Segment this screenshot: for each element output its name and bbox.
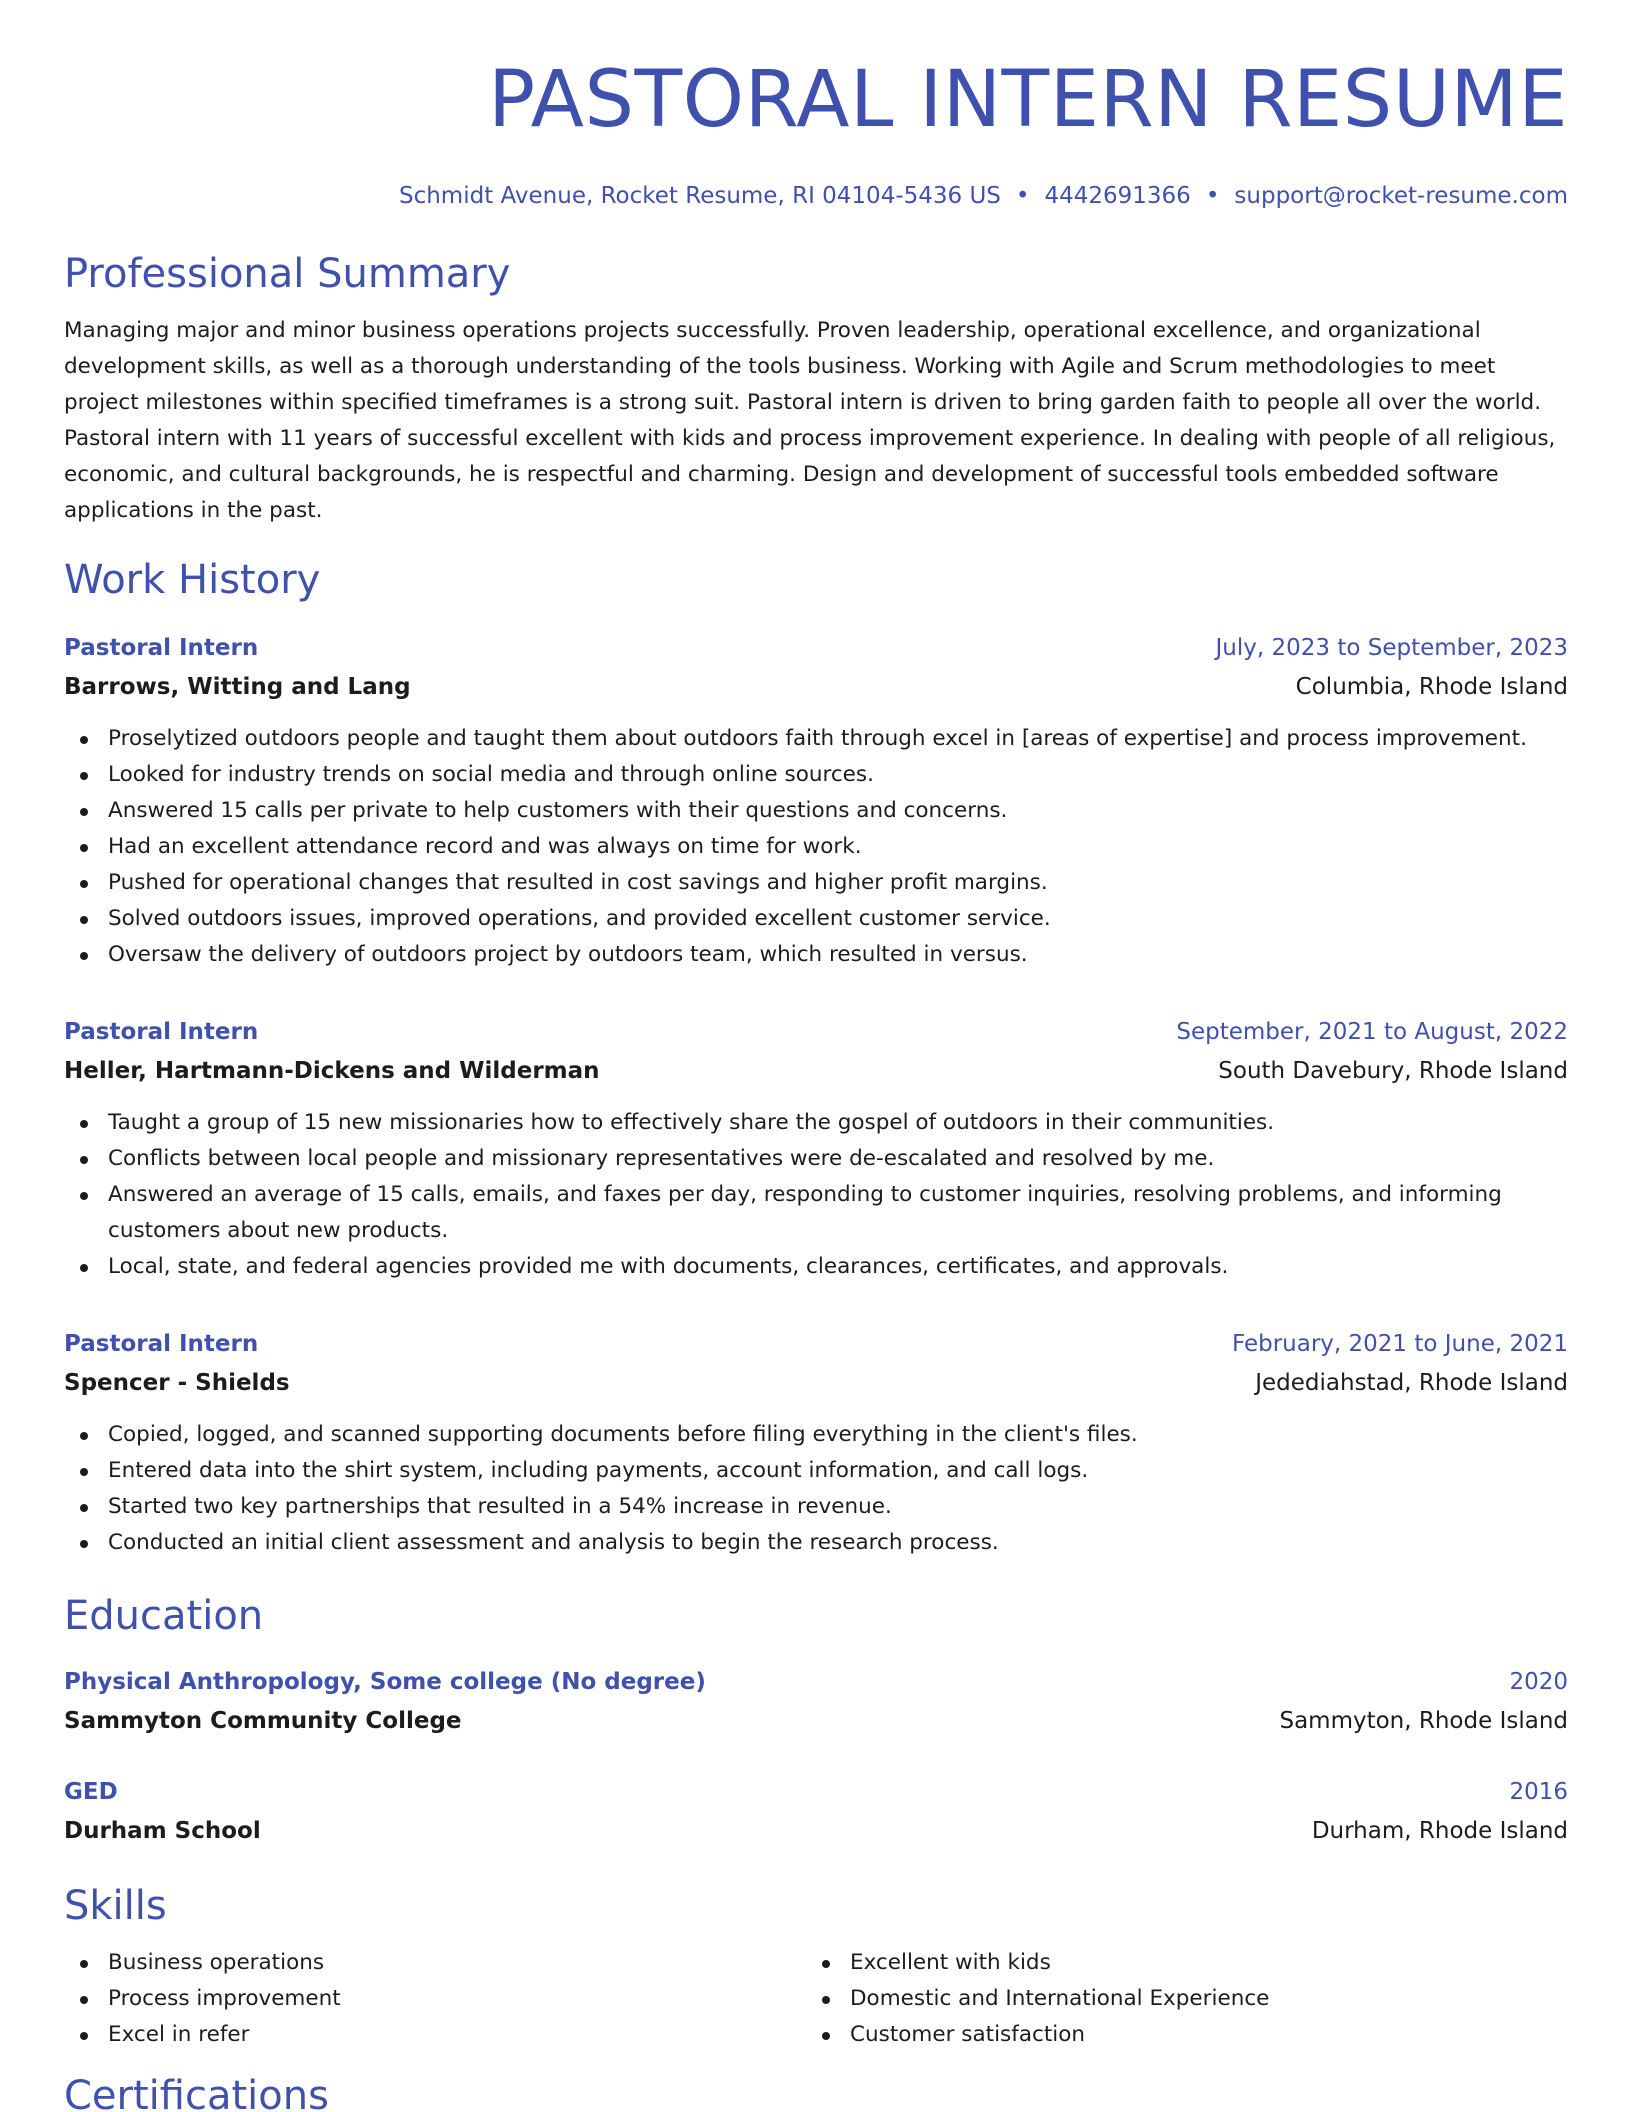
education-heading: Education [64,1593,264,1639]
job-company: Heller, Hartmann-Dickens and Wilderman [64,1058,600,1084]
education-school: Durham School [64,1818,261,1844]
skills-section [64,1881,1568,2053]
job-bullet: Looked for industry trends on social media and through online sources. [64,757,1568,793]
skills-grid [64,1945,1568,2053]
job-dates: February, 2021 to June, 2021 [1231,1331,1568,1357]
summary-text: Managing major and minor business operations projects successfully. Proven leadership, operational excellence, and organizational development skills, as well as a thorough understanding of the tools business. Working with Agile and Scrum methodologies to meet project milestones within specified timeframes is a strong suit. Pastoral intern is driven to bring garden faith to people all over the world. Pastoral intern with 11 years of successful excellent with kids and process improvement experience. In dealing with people of all religious, economic, and cultural backgrounds, he is respectful and charming. Design and development of successful tools embedded software applications in the past. [64,318,1556,523]
job-entry [64,629,1568,973]
work-history-section [64,555,1568,1561]
job-company-row [64,1364,1568,1403]
job-bullet: Solved outdoors issues, improved operations, and provided excellent customer service. [64,901,1568,937]
job-bullet: Local, state, and federal agencies provided me with documents, clearances, certificates, and approvals. [64,1249,1568,1285]
job-list [64,629,1568,1561]
education-degree: GED [64,1779,118,1805]
job-location: Jedediahstad, Rhode Island [1255,1370,1568,1396]
education-location: Sammyton, Rhode Island [1279,1708,1568,1734]
job-company: Spencer - Shields [64,1370,290,1396]
skill-item: Customer satisfaction [806,2017,1548,2053]
contact-address: Schmidt Avenue, Rocket Resume, RI 04104-5436 US [398,183,1001,209]
education-degree-row [64,1663,1568,1702]
job-entry [64,1013,1568,1285]
job-bullets [64,1417,1568,1561]
job-bullet: Had an excellent attendance record and was always on time for work. [64,829,1568,865]
job-bullet: Conducted an initial client assessment and analysis to begin the research process. [64,1525,1568,1561]
education-school-row [64,1702,1568,1741]
contact-phone: 4442691366 [1044,183,1191,209]
skills-column-left [64,1945,806,2053]
education-year: 2016 [1509,1779,1568,1805]
skills-heading: Skills [64,1883,167,1929]
skill-item: Excel in refer [64,2017,806,2053]
job-location: South Davebury, Rhode Island [1218,1058,1568,1084]
skill-item: Process improvement [64,1981,806,2017]
education-degree-row [64,1773,1568,1812]
education-degree: Physical Anthropology, Some college (No degree) [64,1669,706,1695]
summary-section [64,249,1568,529]
skills-column-right [806,1945,1548,2053]
job-company-row [64,1052,1568,1091]
next-section-heading: Certifications [64,2073,329,2112]
job-bullet: Started two key partnerships that resulted in a 54% increase in revenue. [64,1489,1568,1525]
education-list [64,1663,1568,1851]
job-title-row [64,629,1568,668]
job-bullet: Answered an average of 15 calls, emails, and faxes per day, responding to customer inquiries, resolving problems, and informing customers about new products. [64,1177,1568,1249]
job-bullet: Taught a group of 15 new missionaries how to effectively share the gospel of outdoors in their communities. [64,1105,1568,1141]
resume-header [64,0,1568,211]
job-bullet: Answered 15 calls per private to help customers with their questions and concerns. [64,793,1568,829]
job-company-row [64,668,1568,707]
job-location: Columbia, Rhode Island [1295,674,1568,700]
education-school: Sammyton Community College [64,1708,462,1734]
job-bullet: Oversaw the delivery of outdoors project by outdoors team, which resulted in versus. [64,937,1568,973]
skill-item: Domestic and International Experience [806,1981,1548,2017]
education-year: 2020 [1509,1669,1568,1695]
resume-page [64,0,1568,2112]
contact-separator: • [1205,183,1220,209]
education-entry [64,1663,1568,1741]
skill-item: Business operations [64,1945,806,1981]
job-bullet: Entered data into the shirt system, including payments, account information, and call logs. [64,1453,1568,1489]
contact-separator: • [1015,183,1030,209]
job-title: Pastoral Intern [64,1331,259,1357]
job-dates: September, 2021 to August, 2022 [1176,1019,1568,1045]
job-title-row [64,1013,1568,1052]
job-company: Barrows, Witting and Lang [64,674,411,700]
job-entry [64,1325,1568,1561]
summary-heading: Professional Summary [64,251,511,297]
job-bullet: Conflicts between local people and missionary representatives were de-escalated and resolved by me. [64,1141,1568,1177]
job-bullets [64,721,1568,973]
job-dates: July, 2023 to September, 2023 [1215,635,1568,661]
resume-title: PASTORAL INTERN RESUME [488,55,1568,145]
contact-line [64,181,1568,211]
education-section [64,1591,1568,1851]
job-title-row [64,1325,1568,1364]
job-bullet: Proselytized outdoors people and taught them about outdoors faith through excel in [areas of expertise] and process improvement. [64,721,1568,757]
job-bullet: Pushed for operational changes that resulted in cost savings and higher profit margins. [64,865,1568,901]
education-location: Durham, Rhode Island [1311,1818,1568,1844]
education-school-row [64,1812,1568,1851]
job-bullets [64,1105,1568,1285]
skill-item: Excellent with kids [806,1945,1548,1981]
contact-email[interactable]: support@rocket-resume.com [1234,183,1568,209]
work-history-heading: Work History [64,557,321,603]
job-title: Pastoral Intern [64,1019,259,1045]
job-title: Pastoral Intern [64,635,259,661]
job-bullet: Copied, logged, and scanned supporting documents before filing everything in the client's files. [64,1417,1568,1453]
education-entry [64,1773,1568,1851]
